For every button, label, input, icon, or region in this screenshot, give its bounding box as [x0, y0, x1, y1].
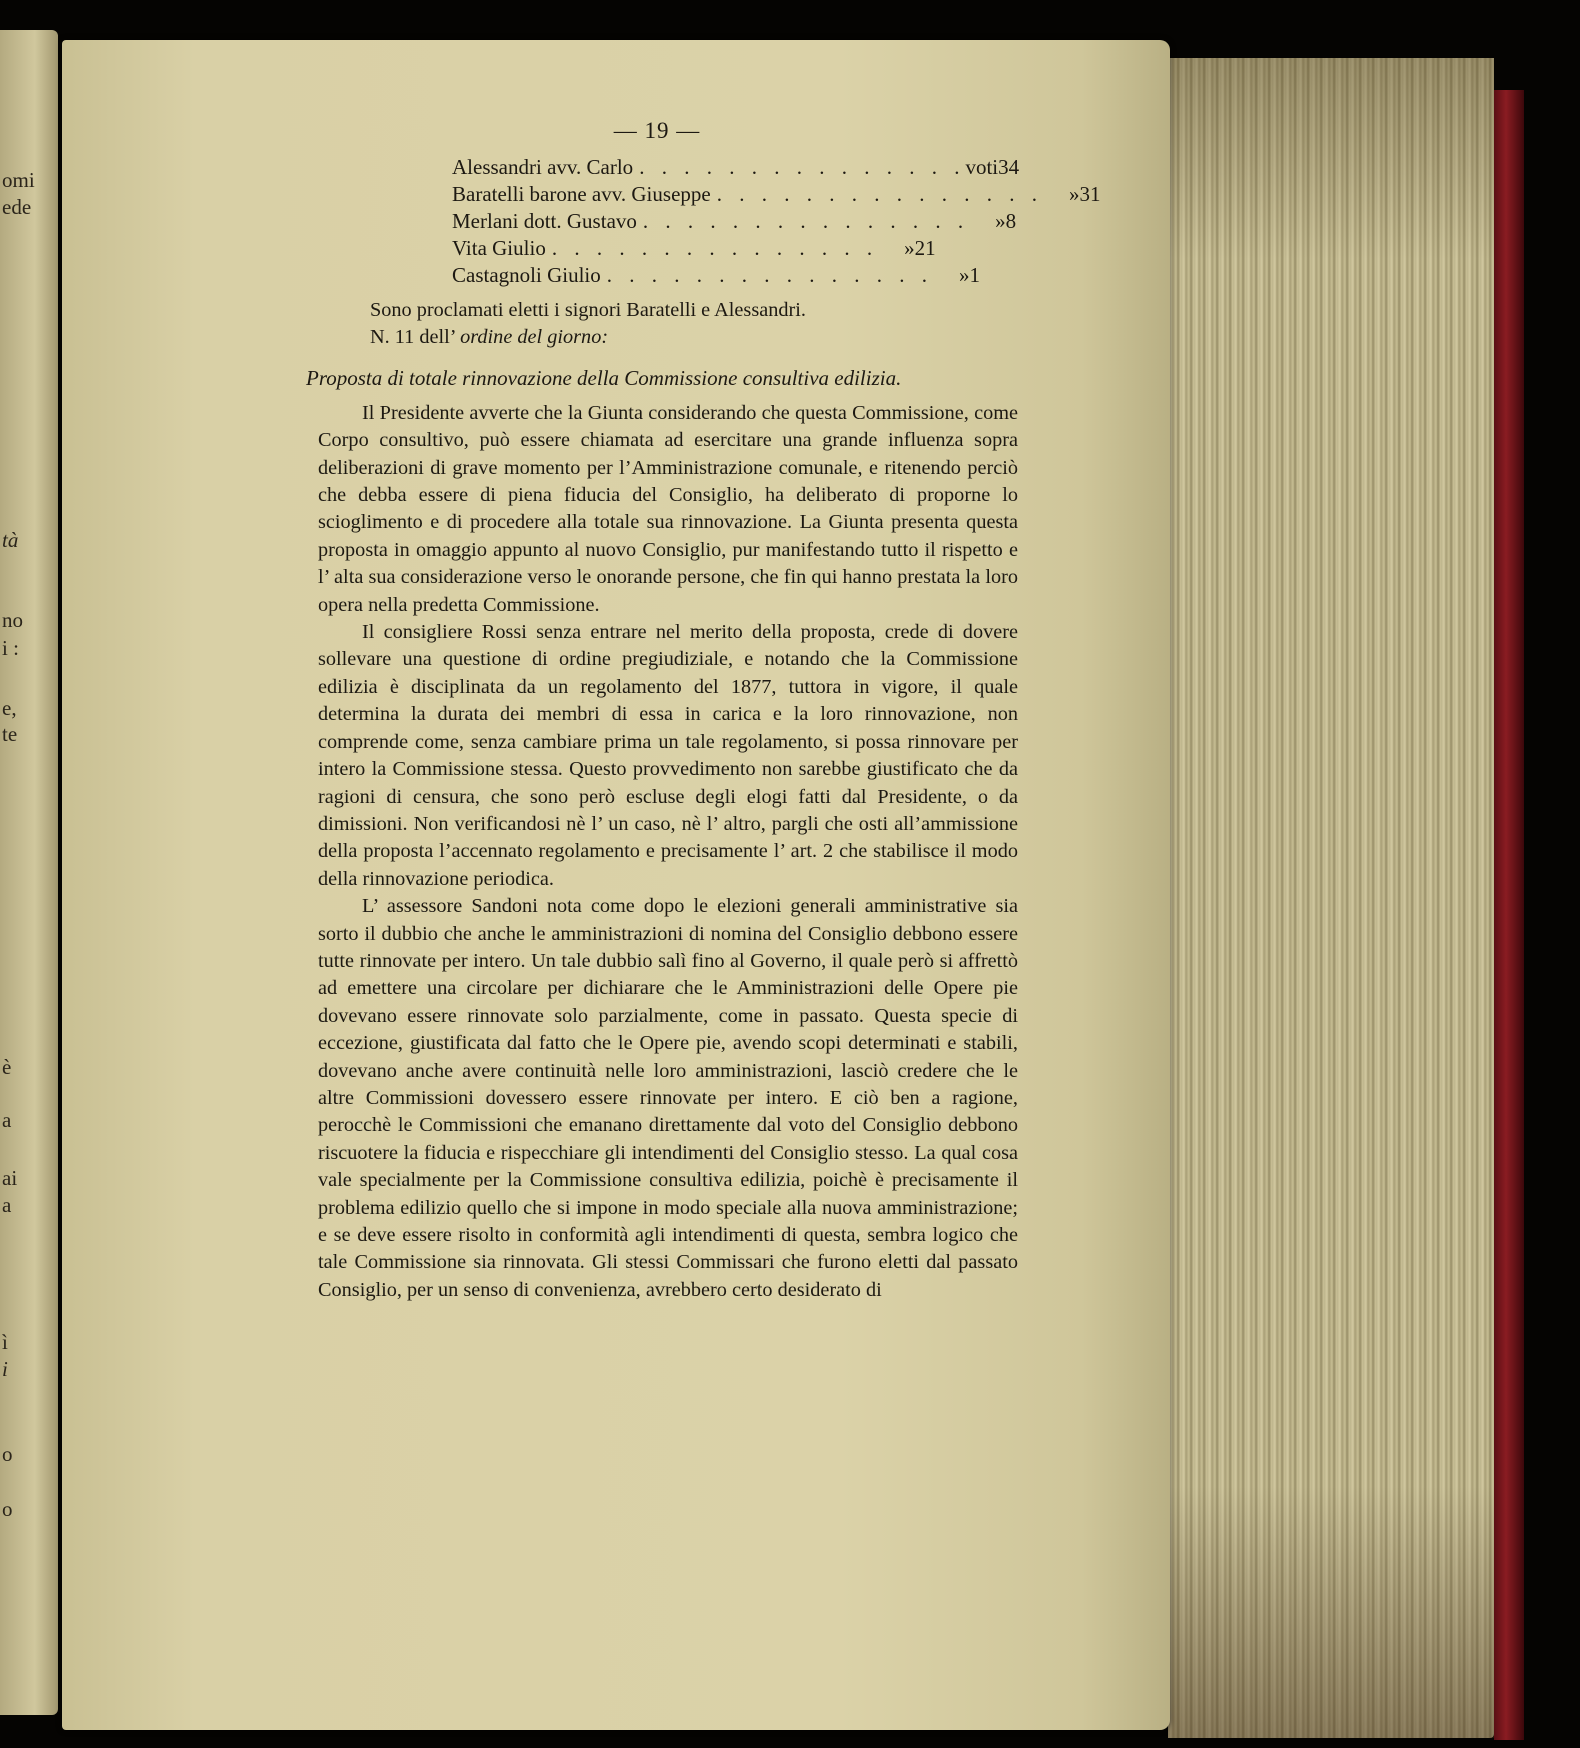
paragraph-sandoni: L’ assessore Sandoni nota come dopo le elezioni generali amministrative sia sorto il dubbio che anche le amministrazioni di nomina del Consiglio debbono essere tutte rinnovate per intero. Un tale dubbio salì fino al Governo, il quale però si affrettò ad emettere una circolare per dichiarare che le Amministrazioni delle Opere pie dovevano essere rinnovate solo parzialmente, come in passato. Questa specie di eccezione, giustificata dal fatto che le Opere pie, avendo scopi determinati e stabili, dovevano anche avere continuità nelle loro amministrazioni, lasciò credere che le altre Commissioni dovessero essere rinnovate per intero. E ciò ben a ragione, perocchè le Commissioni che emanano direttamente dal voto del Consiglio debbono riscuotere la fiducia e rispecchiare gli intendimenti del Consiglio stesso. La qual cosa vale specialmente per la Commissione consultiva edilizia, poichè è precisamente il problema edilizio quello che si impone in modo speciale alla nuova amministrazione; e se deve essere risolto in conformità agli intendimenti di questa, sembra logico che tale Commissione sia rinnovata. Gli stessi Commissari che furono eletti dal passato Consiglio, per un senso di convenienza, avrebbero certo desiderato di — [318, 895, 1018, 1301]
left-fragment: a — [2, 1193, 12, 1217]
vote-count: 21 — [914, 236, 936, 260]
leader-dots: . . . . . . . . . . . . . . . — [606, 263, 933, 287]
left-fragment: ede — [2, 195, 32, 219]
candidate-name: Baratelli barone avv. Giuseppe — [452, 182, 711, 206]
vote-row — [452, 262, 980, 289]
vote-label: voti — [965, 155, 999, 179]
page-text — [306, 118, 1101, 1304]
vote-list — [452, 154, 1101, 289]
vote-label: » — [959, 263, 970, 287]
left-fragment: ì — [2, 1330, 8, 1354]
left-fragment: è — [2, 1055, 12, 1079]
candidate-name: Castagnoli Giulio — [452, 263, 601, 287]
left-fragment: i — [2, 1357, 8, 1381]
vote-count: 8 — [1005, 209, 1017, 233]
candidate-name: Merlani dott. Gustavo — [452, 209, 637, 233]
left-fragment: omi — [2, 168, 35, 192]
agenda-prefix: N. 11 dell’ — [370, 326, 461, 349]
agenda-item — [318, 324, 1018, 351]
agenda-italic: ordine del giorno: — [460, 326, 609, 349]
vote-row — [452, 154, 1020, 181]
left-page-text-fragments — [0, 0, 58, 1748]
leader-dots: . . . . . . . . . . . . . . . — [551, 236, 879, 260]
left-fragment: o — [2, 1497, 13, 1521]
vote-label: » — [904, 236, 915, 260]
book-cover-edge — [1494, 90, 1524, 1740]
left-fragment: te — [2, 722, 18, 746]
left-fragment: i : — [2, 636, 19, 660]
fore-edge-shading — [1168, 58, 1494, 1738]
paragraph-rossi: Il consigliere Rossi senza entrare nel merito della proposta, crede di dovere sollevare una questione di ordine pregiudiziale, e notando che la Commissione edilizia è disciplinata da un regolamento del 1877, tuttora in vigore, il quale determina la durata dei membri di essa in carica e la loro rinnovazione, non comprende come, senza cambiare prima un tale regolamento, si possa rinnovare per intero la Commissione stessa. Questo provvedimento non sarebbe giustificato che da ragioni di censura, che sono però escluse degli elogi fatti dal Presidente, o da dimissioni. Non verificandosi nè l’ un caso, nè l’ altro, pargli che osti all’ammissione della proposta l’accennato regolamento e precisamente l’ art. 2 che stabilisce il modo della rinnovazione periodica. — [318, 621, 1018, 890]
left-fragment: tà — [2, 528, 19, 552]
left-fragment: e, — [2, 696, 17, 720]
vote-label: » — [1068, 182, 1080, 206]
candidate-name: Vita Giulio — [452, 236, 546, 260]
leader-dots: . . . . . . . . . . . . . . . — [639, 155, 966, 179]
paragraph-president: Il Presidente avverte che la Giunta considerando che questa Commissione, come Corpo consultivo, può essere chiamata ad esercitare una grande influenza sopra deliberazioni di grave momento per l’Amministrazione comunale, e ritenendo perciò che debba essere di piena fiducia del Consiglio, ha deliberato di proporne lo scioglimento e di procedere alla totale sua rinnovazione. La Giunta presenta questa proposta in omaggio appunto al nuovo Consiglio, pur manifestando tutto il rispetto e l’ alta sua considerazione verso le onorande persone, che fin qui hanno prestata la loro opera nella predetta Commissione. — [318, 401, 1018, 616]
left-fragment: o — [2, 1442, 13, 1466]
section-heading: Proposta di totale rinnovazione della Commissione consultiva edilizia. — [306, 365, 902, 390]
vote-label: » — [995, 209, 1006, 233]
vote-count: 1 — [969, 263, 980, 287]
proclamation-text: Sono proclamati eletti i signori Baratelli e Alessandri. — [370, 299, 806, 321]
vote-row — [452, 235, 936, 262]
vote-count: 34 — [998, 155, 1020, 179]
page-number: — 19 — — [613, 118, 701, 143]
leader-dots: . . . . . . . . . . . . . . . — [642, 209, 970, 233]
leader-dots: . . . . . . . . . . . . . . . — [716, 182, 1043, 206]
vote-row — [452, 208, 1017, 235]
left-fragment: ai — [2, 1166, 18, 1190]
vote-row — [452, 181, 1101, 208]
candidate-name: Alessandri avv. Carlo — [452, 155, 634, 179]
vote-count: 31 — [1079, 182, 1101, 206]
left-fragment: a — [2, 1108, 12, 1132]
left-fragment: no — [2, 608, 23, 632]
